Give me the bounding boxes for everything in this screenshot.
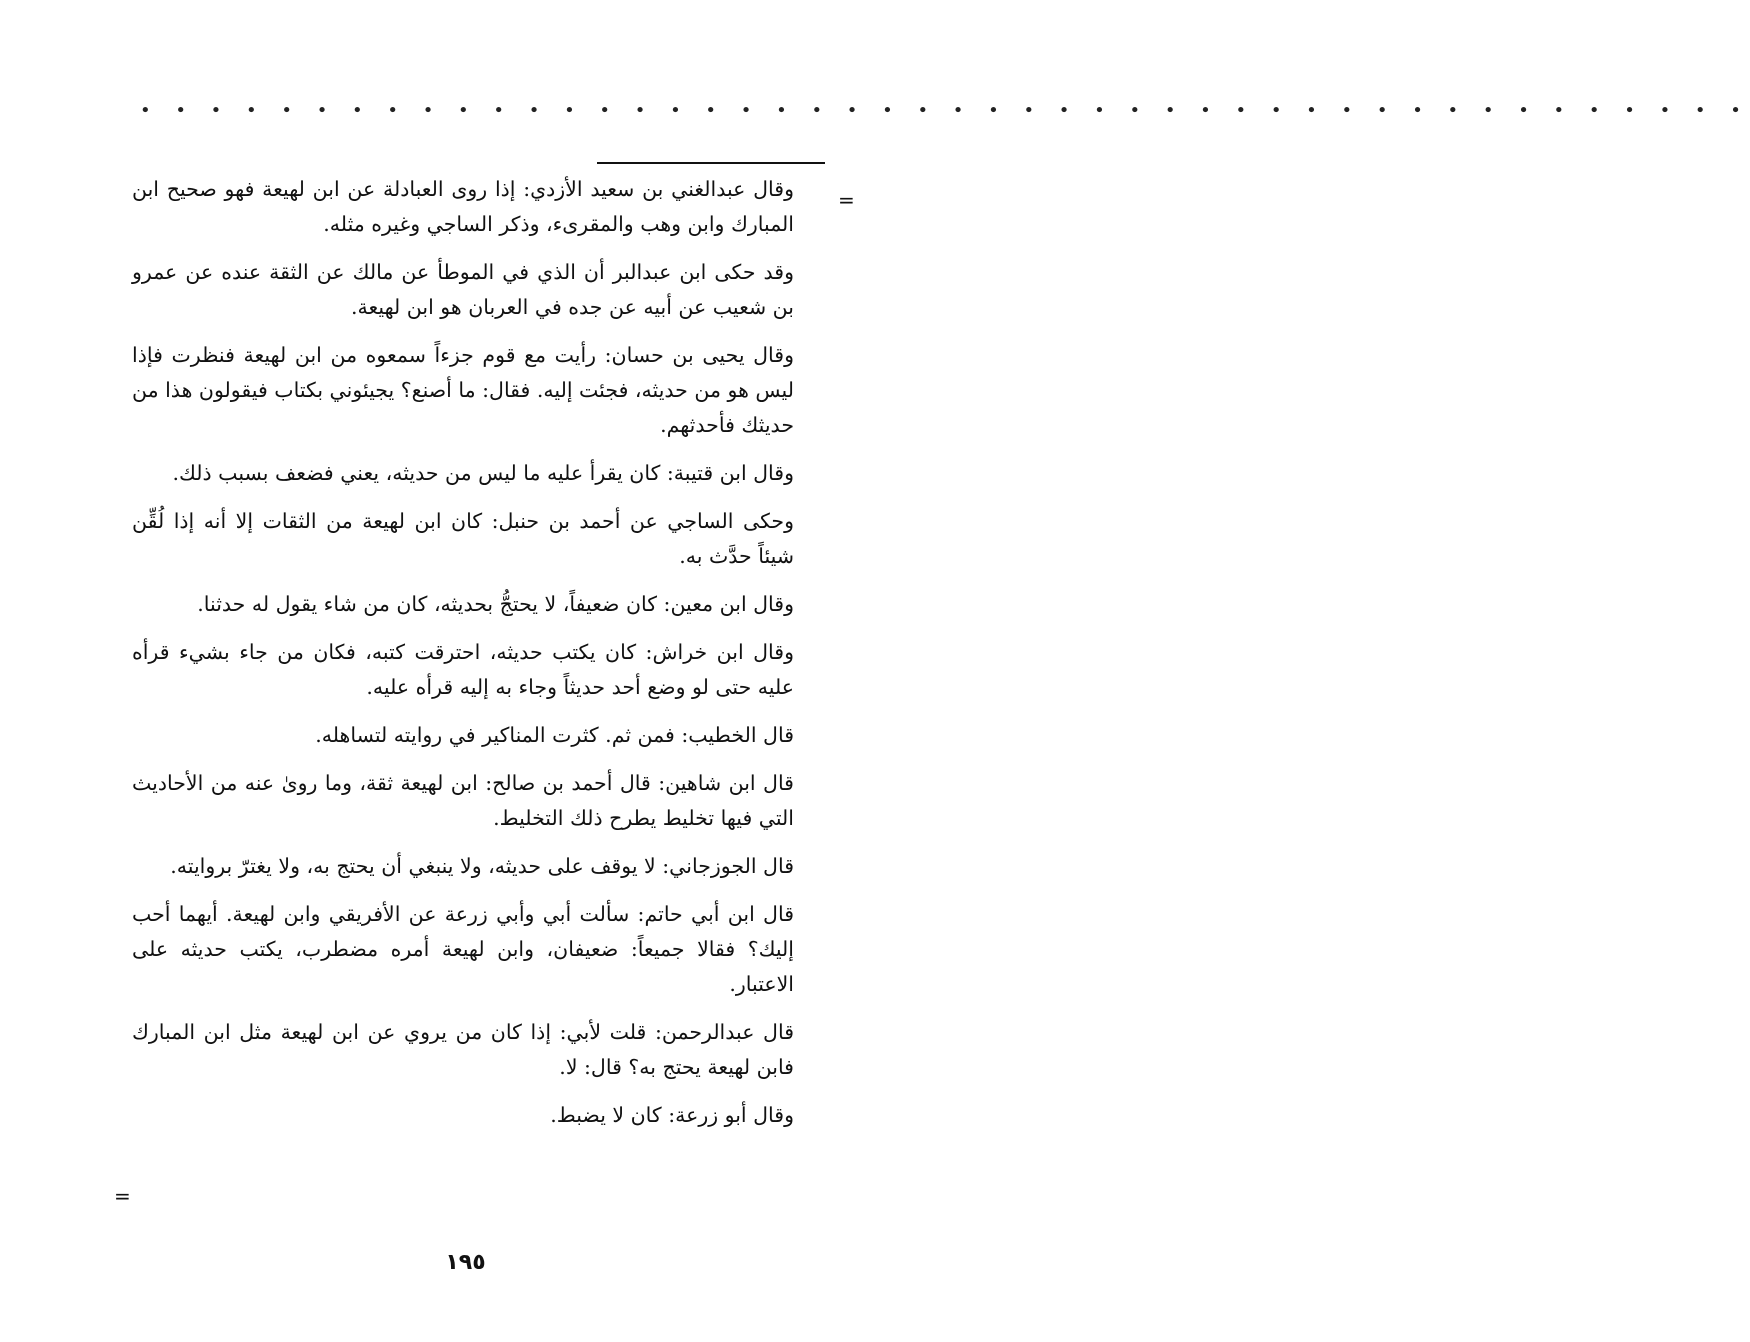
paragraph: وقد حكى ابن عبدالبر أن الذي في الموطأ عن مالك عن الثقة عنده عن عمرو بن شعيب عن أبيه عن جده في العربان هو ابن لهيعة. (132, 260, 794, 319)
footnote-text-block (132, 172, 794, 1146)
paragraph: وقال يحيى بن حسان: رأيت مع قوم جزءاً سمعوه من ابن لهيعة فنظرت فإذا ليس هو من حديثه، فجئت إليه. فقال: ما أصنع؟ يجيئوني بكتاب فيقولون هذا من حديثك فأحدثهم. (132, 343, 794, 437)
paragraph: قال ابن أبي حاتم: سألت أبي وأبي زرعة عن الأفريقي وابن لهيعة. أيهما أحب إليك؟ فقالا جميعاً: ضعيفان، وابن لهيعة أمره مضطرب، يكتب حديثه على الاعتبار. (132, 902, 794, 996)
paragraph: وقال أبو زرعة: كان لا يضبط. (550, 1103, 794, 1127)
continuation-mark-bottom: = (114, 1184, 131, 1208)
paragraph: قال عبدالرحمن: قلت لأبي: إذا كان من يروي عن ابن لهيعة مثل ابن المبارك فابن لهيعة يحتج به؟ قال: لا. (132, 1020, 794, 1079)
footnote-rule (597, 162, 825, 164)
paragraph: وقال ابن قتيبة: كان يقرأ عليه ما ليس من حديثه، يعني فضعف بسبب ذلك. (172, 461, 794, 485)
paragraph: قال الجوزجاني: لا يوقف على حديثه، ولا ينبغي أن يحتج به، ولا يغترّ بروايته. (170, 854, 794, 878)
paragraph: وقال ابن خراش: كان يكتب حديثه، احترقت كتبه، فكان من جاء بشيء قرأه عليه حتى لو وضع أحد حديثاً وجاء به إليه قرأه عليه. (132, 640, 794, 699)
paragraph: وقال عبدالغني بن سعيد الأزدي: إذا روى العبادلة عن ابن لهيعة فهو صحيح ابن المبارك وابن وهب والمقرىء، وذكر الساجي وغيره مثله. (132, 177, 794, 236)
paragraph: وحكى الساجي عن أحمد بن حنبل: كان ابن لهيعة من الثقات إلا أنه إذا لُقِّن شيئاً حدَّث به. (132, 509, 794, 568)
page-number: ١٩٥ (445, 1250, 486, 1275)
continuation-mark-top: = (838, 188, 855, 212)
dotted-separator: • • • • • • • • • • • • • • • • • • • • • • • • • • • • • • • • • • • • • • • • • • • • • • (140, 100, 1750, 121)
paragraph: قال الخطيب: فمن ثم. كثرت المناكير في روايته لتساهله. (315, 723, 794, 747)
paragraph: وقال ابن معين: كان ضعيفاً، لا يحتجُّ بحديثه، كان من شاء يقول له حدثنا. (197, 592, 794, 616)
paragraph: قال ابن شاهين: قال أحمد بن صالح: ابن لهيعة ثقة، وما روىٰ عنه من الأحاديث التي فيها تخليط يطرح ذلك التخليط. (132, 771, 794, 830)
